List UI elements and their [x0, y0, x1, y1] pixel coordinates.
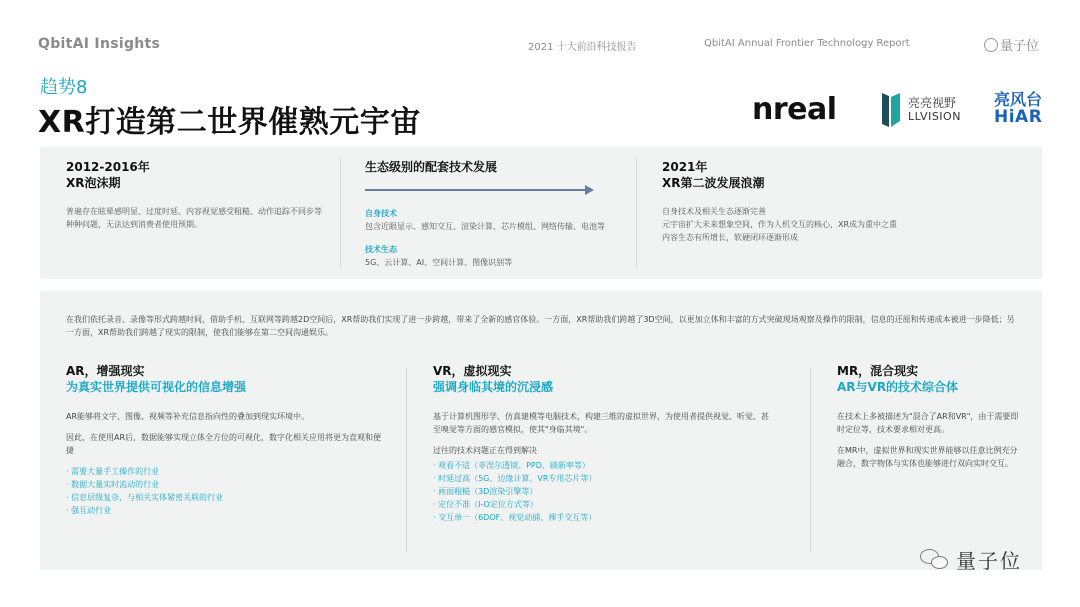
vr-paragraph-1: 基于计算机图形学、仿真建模等电脑技术，构建三维的虚拟世界，为使用者提供视觉、听觉、甚至嗅觉等方面的感官模拟，使其"身临其境"。: [433, 412, 769, 434]
eco-label: 技术生态: [365, 245, 397, 254]
ar-paragraph-1: AR能够将文字、图像、视频等补充信息指向性的叠加到现实环境中。: [66, 412, 310, 421]
llvision-logo-en: LLVISION: [908, 109, 961, 123]
hiar-logo-en: HiAR: [994, 106, 1043, 127]
list-item: · 定位不准（I-O定位方式等）: [433, 500, 538, 509]
timeline-divider: [636, 157, 637, 269]
list-item: · 交互单一（6DOF、视觉动捕、裸手交互等）: [433, 513, 597, 522]
middle-heading: 生态级别的配套技术发展: [365, 160, 498, 174]
mr-title: MR，混合现实: [837, 364, 919, 378]
trend-label: 趋势8: [40, 77, 88, 98]
ar-accent: 为真实世界提供可视化的信息增强: [66, 380, 247, 394]
xr-types-panel: [40, 291, 1042, 570]
list-item: · 画面粗糙（3D渲染引擎等）: [433, 487, 538, 496]
nreal-logo: nreal: [752, 92, 837, 127]
watermark-name: 量子位: [956, 549, 1022, 573]
vr-paragraph-2: 过往的技术问题正在得到解决: [433, 446, 537, 455]
eco-text: 5G、云计算、AI、空间计算、图像识别等: [365, 258, 513, 267]
llvision-mark-icon: [880, 91, 902, 129]
period-2-years: 2021年: [662, 160, 708, 174]
list-item: · 强互动行业: [66, 506, 112, 515]
page-header: [0, 0, 1080, 64]
hiar-logo-cn: 亮风台: [994, 90, 1043, 109]
llvision-logo: [880, 91, 961, 129]
period-2-name: XR第二波发展浪潮: [662, 176, 765, 190]
timeline-panel: [40, 147, 1042, 279]
qbitai-logo-text: 量子位: [1000, 39, 1040, 54]
intro-paragraph: 在我们依托录音、录像等形式跨越时间，借助手机、互联网等跨越2D空间后，XR帮助我们实现了进一步跨越，带来了全新的感官体验。一方面，XR帮助我们跨越了3D空间，以更加立体和丰富的方式突破现场观察及操作的限制，信息的还原和传递成本被进一步降低；另一方面，XR帮助我们跨越了现实的限制，使我们能够在第二空间沟通娱乐。: [66, 315, 1015, 337]
mr-accent: AR与VR的技术综合体: [837, 380, 959, 394]
llvision-logo-cn: 亮亮视野: [908, 96, 957, 111]
list-item: · 需要大量手工操作的行业: [66, 467, 160, 476]
self-tech-label: 自身技术: [365, 209, 397, 218]
section-divider: [406, 367, 407, 553]
period-2-desc: 自身技术及相关生态逐渐完善 元宇宙扩大未来想象空间，作为人机交互的核心，XR成为重中之重 内容生态有所增长，软硬闭环逐渐形成: [662, 207, 898, 242]
brand-title: QbitAI Insights: [38, 36, 161, 52]
section-divider: [810, 367, 811, 553]
timeline-period-2: [662, 159, 942, 244]
qbitai-logo: [984, 35, 1039, 54]
ar-title: AR，增强现实: [66, 364, 145, 378]
self-tech-text: 包含近眼显示、感知交互、渲染计算、芯片模组、网络传输、电池等: [365, 222, 605, 231]
wechat-watermark: [920, 545, 1022, 574]
list-item: · 信息层级复杂，与相关实体紧密关联的行业: [66, 493, 224, 502]
vr-section: [433, 363, 773, 524]
list-item: · 观看不适（菲涅尔透镜、PPD、刷新率等）: [433, 461, 590, 470]
period-1-name: XR泡沫期: [66, 176, 121, 190]
vr-list: [433, 459, 773, 524]
mr-paragraph-1: 在技术上多被描述为"混合了AR和VR"，由于需要即时定位等，技术要求相对更高。: [837, 412, 1019, 434]
list-item: · 数据大量实时流动的行业: [66, 480, 160, 489]
list-item: · 时延过高（5G、边缘计算、VR专用芯片等）: [433, 474, 597, 483]
hiar-logo: [994, 92, 1042, 127]
report-title-cn: 2021 十大前沿科技报告: [528, 42, 637, 53]
mr-section: [837, 363, 1022, 478]
ar-list: [66, 465, 386, 517]
timeline-period-1: [66, 159, 328, 231]
ar-paragraph-2: 因此，在使用AR后，数据能够实现立体全方位的可视化，数字化相关应用将更为直观和便捷: [66, 433, 382, 455]
period-1-years: 2012-2016年: [66, 160, 150, 174]
page-title: XR打造第二世界催熟元宇宙: [38, 105, 421, 140]
timeline-arrow-icon: [365, 185, 595, 195]
vr-title: VR，虚拟现实: [433, 364, 512, 378]
vr-accent: 强调身临其境的沉浸感: [433, 380, 554, 394]
timeline-divider: [340, 157, 341, 269]
timeline-middle: [365, 159, 635, 269]
period-1-desc: 普遍存在眩晕感明显、过度时延、内容视觉感受粗糙、动作追踪不同步等种种问题，无法达到消费者使用预期。: [66, 207, 322, 229]
wechat-icon: [920, 549, 950, 571]
qbitai-circle-icon: [984, 38, 998, 52]
ar-section: [66, 363, 386, 517]
report-title-en: QbitAI Annual Frontier Technology Report: [704, 38, 910, 49]
mr-paragraph-2: 在MR中，虚拟世界和现实世界能够以任意比例充分融合，数字物体与实体也能够进行双向实时交互。: [837, 446, 1018, 468]
